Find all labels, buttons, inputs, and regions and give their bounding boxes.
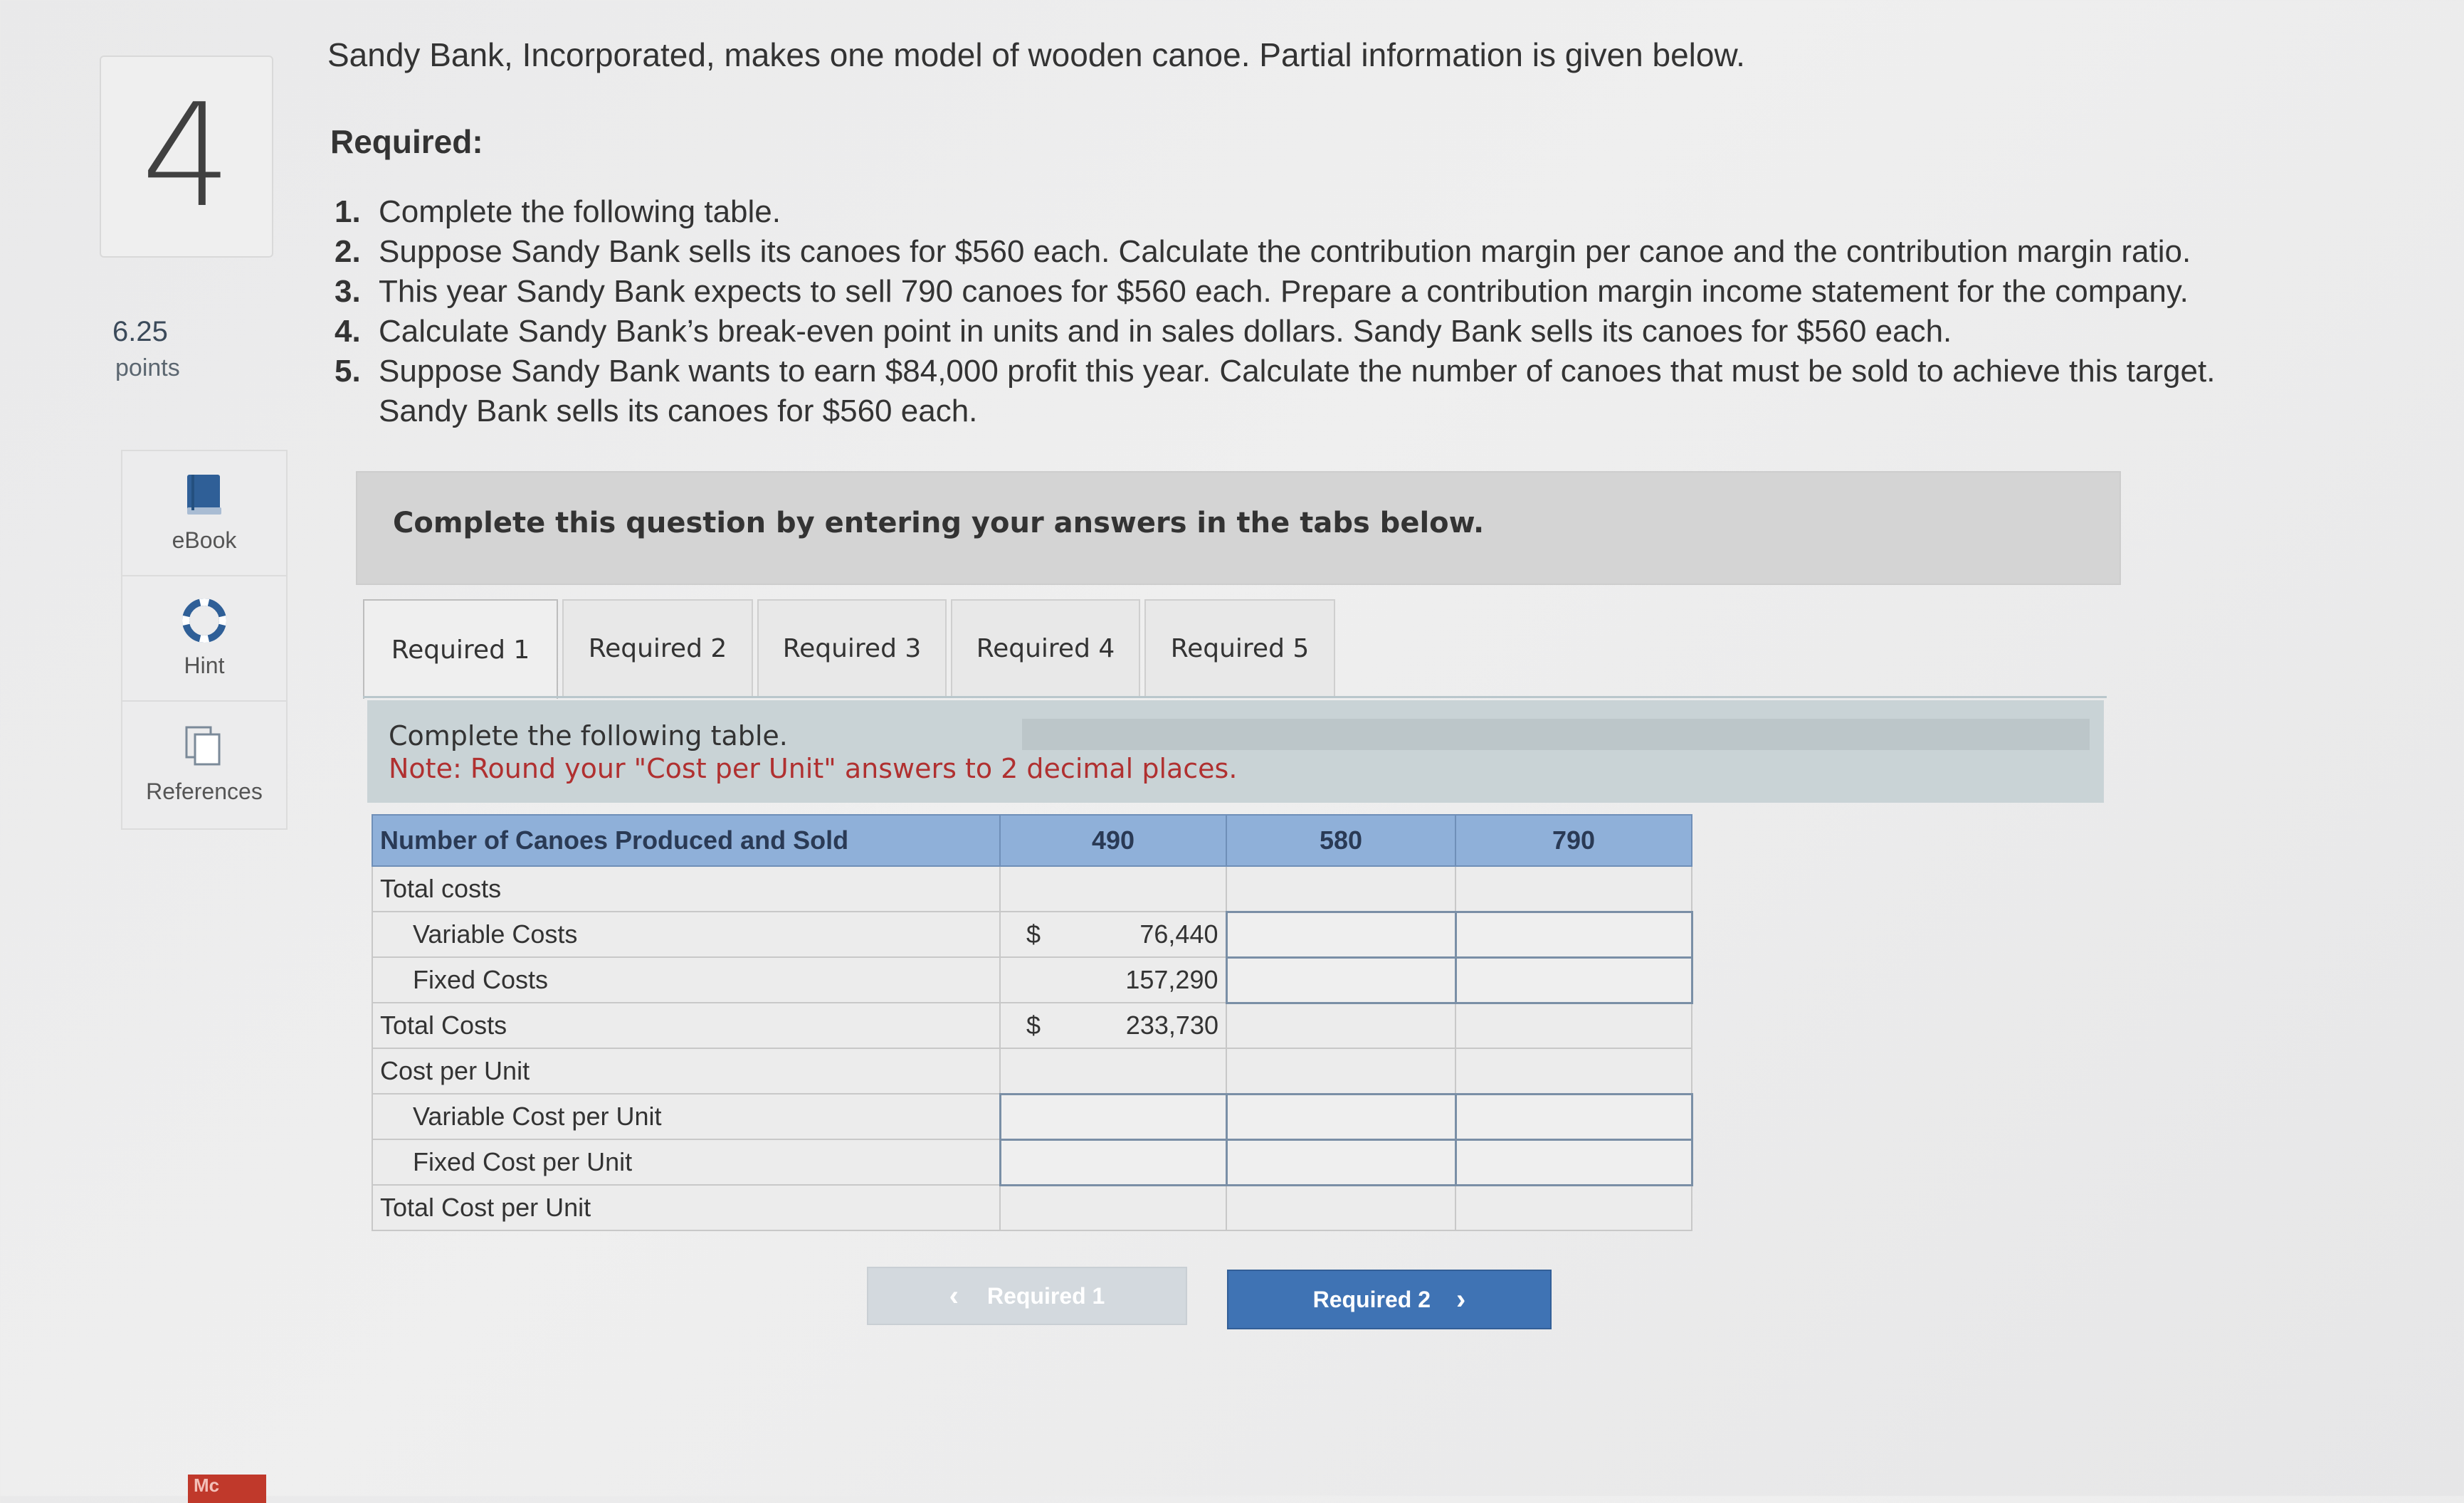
question-number-box xyxy=(100,56,273,258)
fixed-cost-per-unit-580-field[interactable] xyxy=(1228,1141,1455,1184)
row-label-fixed-cost-per-unit: Fixed Cost per Unit xyxy=(372,1139,1000,1185)
tab-required-2[interactable]: Required 2 xyxy=(562,599,753,696)
header-col-490: 490 xyxy=(1000,815,1226,866)
row-label-total-costs-heading: Total costs xyxy=(372,866,1000,912)
hint-label: Hint xyxy=(184,652,225,678)
instruction-banner-text: Complete this question by entering your answers in the tabs below. xyxy=(393,507,1485,539)
variable-cost-per-unit-790-input[interactable] xyxy=(1455,1094,1692,1139)
row-label-cost-per-unit-heading: Cost per Unit xyxy=(372,1048,1000,1094)
instruction-banner xyxy=(356,471,2121,585)
next-button[interactable] xyxy=(1227,1270,1552,1329)
variable-cost-per-unit-580-input[interactable] xyxy=(1226,1094,1455,1139)
fixed-costs-790-input[interactable] xyxy=(1455,957,1692,1003)
row-label-total-costs: Total Costs xyxy=(372,1003,1000,1048)
instruction-highlight xyxy=(1022,719,2090,750)
required-item: 2. Suppose Sandy Bank sells its canoes for $560 each. Calculate the contribution margin per canoe and the contribution margin ratio. xyxy=(335,234,2191,269)
references-label: References xyxy=(146,778,263,804)
total-costs-790 xyxy=(1455,1003,1692,1048)
header-label: Number of Canoes Produced and Sold xyxy=(372,815,1000,866)
cost-table xyxy=(372,814,1691,1231)
fixed-cost-per-unit-580-input[interactable] xyxy=(1226,1139,1455,1185)
tab-instructions xyxy=(367,700,2104,803)
fixed-costs-580-field[interactable] xyxy=(1228,959,1455,1002)
variable-cost-per-unit-580-field[interactable] xyxy=(1228,1095,1455,1139)
rounding-note: Note: Round your "Cost per Unit" answers to 2 decimal places. xyxy=(389,753,1238,784)
table-row xyxy=(372,957,1692,1003)
fixed-cost-per-unit-790-field[interactable] xyxy=(1457,1141,1691,1184)
points-label: points xyxy=(115,354,180,381)
variable-cost-per-unit-490-field[interactable] xyxy=(1001,1095,1226,1139)
book-icon xyxy=(186,473,223,517)
variable-costs-580-input[interactable] xyxy=(1226,912,1455,957)
question-number: 4 xyxy=(141,73,232,239)
fixed-cost-per-unit-490-field[interactable] xyxy=(1001,1141,1226,1184)
required-item: 3. This year Sandy Bank expects to sell 790 canoes for $560 each. Prepare a contribution margin income statement for the company. xyxy=(335,274,2189,309)
variable-costs-580-field[interactable] xyxy=(1228,913,1455,956)
row-label-variable-cost-per-unit: Variable Cost per Unit xyxy=(372,1094,1000,1139)
fixed-costs-790-field[interactable] xyxy=(1457,959,1691,1002)
previous-button[interactable] xyxy=(867,1267,1187,1325)
points-value: 6.25 xyxy=(112,316,168,347)
header-col-580: 580 xyxy=(1226,815,1455,866)
total-cost-per-unit-580 xyxy=(1226,1185,1455,1230)
variable-cost-per-unit-490-input[interactable] xyxy=(1000,1094,1226,1139)
required-item: 4. Calculate Sandy Bank’s break-even point in units and in sales dollars. Sandy Bank sells its canoes for $560 each. xyxy=(335,314,1952,349)
tab-required-1[interactable]: Required 1 xyxy=(363,599,558,699)
variable-costs-490: $ 76,440 xyxy=(1000,912,1226,957)
tab-divider xyxy=(363,696,2107,698)
instruction-text: Complete the following table. xyxy=(389,720,788,752)
table-row xyxy=(372,1048,1692,1094)
required-item: 1. Complete the following table. xyxy=(335,194,781,229)
references-button[interactable] xyxy=(122,702,286,827)
tab-required-3[interactable]: Required 3 xyxy=(757,599,947,696)
next-button-label: Required 2 xyxy=(1312,1286,1431,1312)
table-row xyxy=(372,1139,1692,1185)
required-list xyxy=(335,192,2286,431)
table-row xyxy=(372,1094,1692,1139)
chevron-right-icon: › xyxy=(1456,1283,1466,1315)
row-label-variable-costs: Variable Costs xyxy=(372,912,1000,957)
required-heading: Required: xyxy=(330,123,483,160)
table-row xyxy=(372,1185,1692,1230)
table-header-row xyxy=(372,815,1692,866)
row-label-total-cost-per-unit: Total Cost per Unit xyxy=(372,1185,1000,1230)
fixed-cost-per-unit-790-input[interactable] xyxy=(1455,1139,1692,1185)
variable-costs-790-field[interactable] xyxy=(1457,913,1691,956)
tools-panel xyxy=(121,450,288,830)
question-intro: Sandy Bank, Incorporated, makes one model of wooden canoe. Partial information is given below. xyxy=(327,36,1745,73)
tab-required-5[interactable]: Required 5 xyxy=(1144,599,1335,696)
row-label-fixed-costs: Fixed Costs xyxy=(372,957,1000,1003)
header-col-790: 790 xyxy=(1455,815,1692,866)
ebook-label: eBook xyxy=(172,527,237,553)
documents-icon xyxy=(184,724,225,769)
fixed-costs-580-input[interactable] xyxy=(1226,957,1455,1003)
ebook-button[interactable] xyxy=(122,451,286,576)
table-row xyxy=(372,912,1692,957)
brand-logo: Mc xyxy=(188,1475,266,1503)
variable-costs-790-input[interactable] xyxy=(1455,912,1692,957)
table-row xyxy=(372,866,1692,912)
chevron-left-icon: ‹ xyxy=(949,1280,959,1312)
total-cost-per-unit-490 xyxy=(1000,1185,1226,1230)
required-item: 5. Suppose Sandy Bank wants to earn $84,000 profit this year. Calculate the number of canoes that must be sold to achieve this target. Sandy Bank sells its canoes for $560 each. xyxy=(335,354,2216,428)
previous-button-label: Required 1 xyxy=(986,1282,1105,1309)
total-costs-580 xyxy=(1226,1003,1455,1048)
lifebuoy-icon xyxy=(182,598,226,643)
fixed-costs-490: 157,290 xyxy=(1000,957,1226,1003)
tab-required-4[interactable]: Required 4 xyxy=(951,599,1140,696)
total-costs-490: $ 233,730 xyxy=(1000,1003,1226,1048)
fixed-cost-per-unit-490-input[interactable] xyxy=(1000,1139,1226,1185)
hint-button[interactable] xyxy=(122,576,286,702)
total-cost-per-unit-790 xyxy=(1455,1185,1692,1230)
variable-cost-per-unit-790-field[interactable] xyxy=(1457,1095,1691,1139)
table-row xyxy=(372,1003,1692,1048)
